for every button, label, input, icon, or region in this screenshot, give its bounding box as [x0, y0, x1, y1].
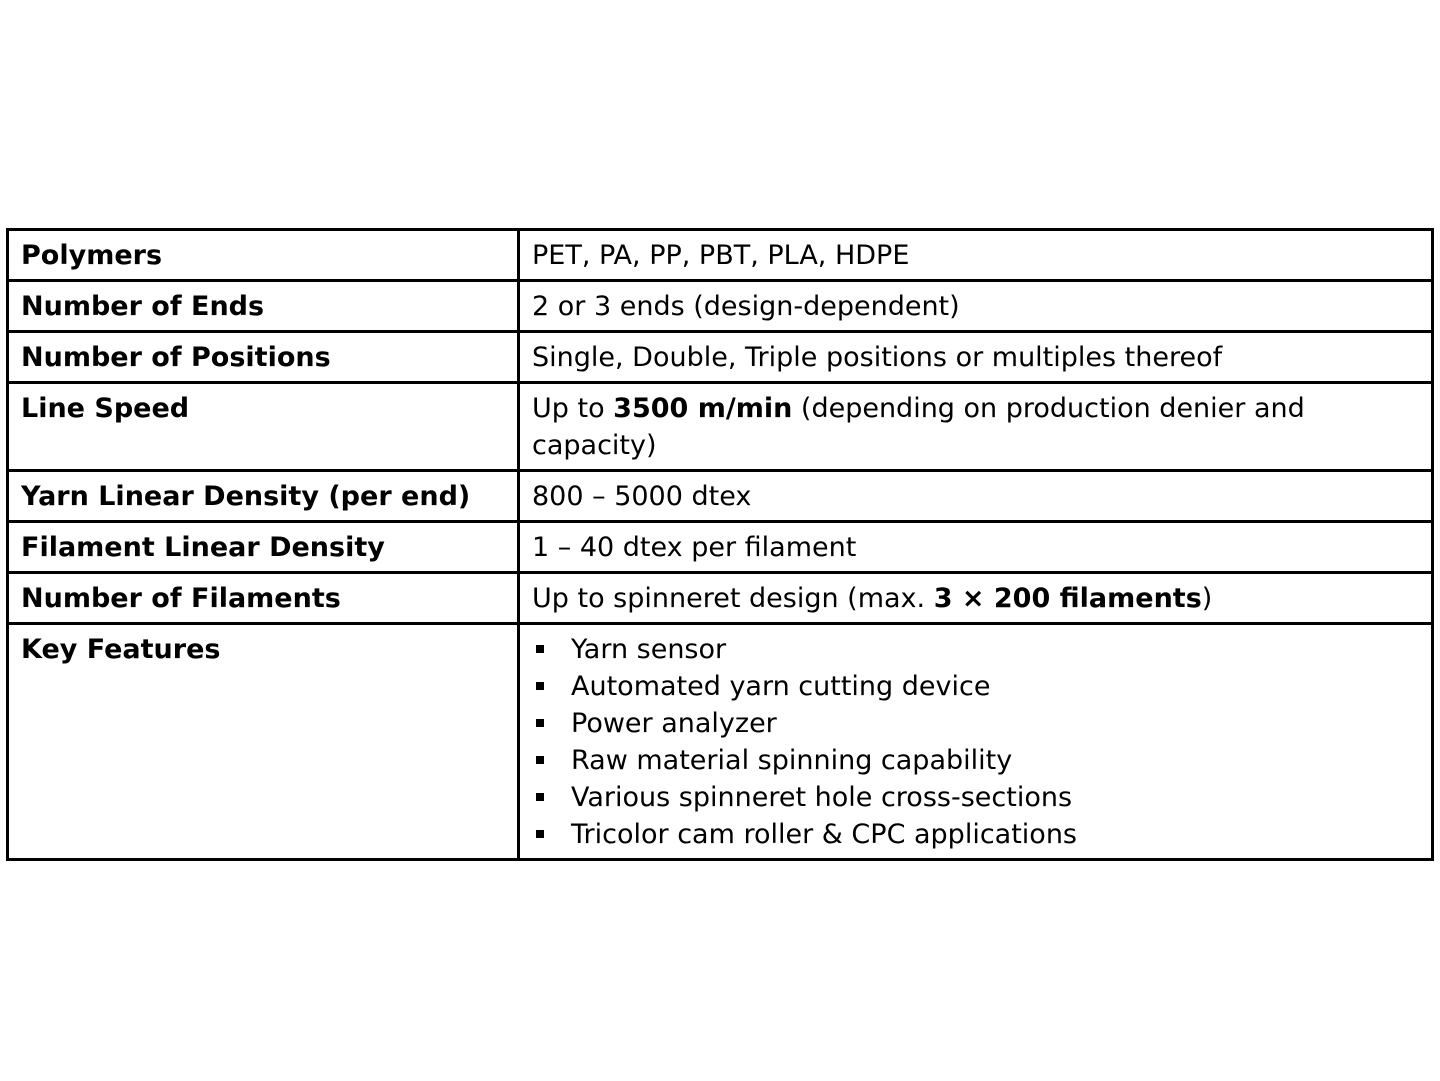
list-item: Yarn sensor — [532, 631, 1419, 668]
row-label-filament-linear-density: Filament Linear Density — [8, 522, 519, 573]
row-label-polymers: Polymers — [8, 230, 519, 281]
list-item: Automated yarn cutting device — [532, 668, 1419, 705]
list-item: Tricolor cam roller & CPC applications — [532, 816, 1419, 853]
filaments-prefix: Up to spinneret design (max. — [532, 583, 934, 614]
table-row — [8, 332, 1433, 383]
table-row — [8, 471, 1433, 522]
table-row — [8, 624, 1433, 860]
table-row — [8, 383, 1433, 471]
table-row — [8, 522, 1433, 573]
spec-table — [6, 228, 1434, 861]
filaments-bold: 3 × 200 filaments — [933, 583, 1202, 614]
feature-list — [532, 631, 1419, 853]
row-label-yarn-linear-density: Yarn Linear Density (per end) — [8, 471, 519, 522]
table-row — [8, 573, 1433, 624]
list-item: Various spinneret hole cross-sections — [532, 779, 1419, 816]
row-value-yarn-linear-density: 800 – 5000 dtex — [519, 471, 1433, 522]
row-value-filament-linear-density: 1 – 40 dtex per filament — [519, 522, 1433, 573]
line-speed-suffix: (depending on production denier and capacity) — [532, 393, 1305, 461]
line-speed-prefix: Up to — [532, 393, 614, 424]
row-value-number-of-positions: Single, Double, Triple positions or multiples thereof — [519, 332, 1433, 383]
row-value-line-speed — [519, 383, 1433, 471]
row-value-number-of-ends: 2 or 3 ends (design-dependent) — [519, 281, 1433, 332]
row-value-key-features — [519, 624, 1433, 860]
table-row — [8, 281, 1433, 332]
list-item: Power analyzer — [532, 705, 1419, 742]
row-value-polymers: PET, PA, PP, PBT, PLA, HDPE — [519, 230, 1433, 281]
filaments-suffix: ) — [1201, 583, 1213, 614]
row-label-number-of-positions: Number of Positions — [8, 332, 519, 383]
list-item: Raw material spinning capability — [532, 742, 1419, 779]
row-value-number-of-filaments — [519, 573, 1433, 624]
row-label-number-of-ends: Number of Ends — [8, 281, 519, 332]
row-label-key-features: Key Features — [8, 624, 519, 860]
row-label-number-of-filaments: Number of Filaments — [8, 573, 519, 624]
row-label-line-speed: Line Speed — [8, 383, 519, 471]
line-speed-bold: 3500 m/min — [613, 393, 793, 424]
table-row — [8, 230, 1433, 281]
